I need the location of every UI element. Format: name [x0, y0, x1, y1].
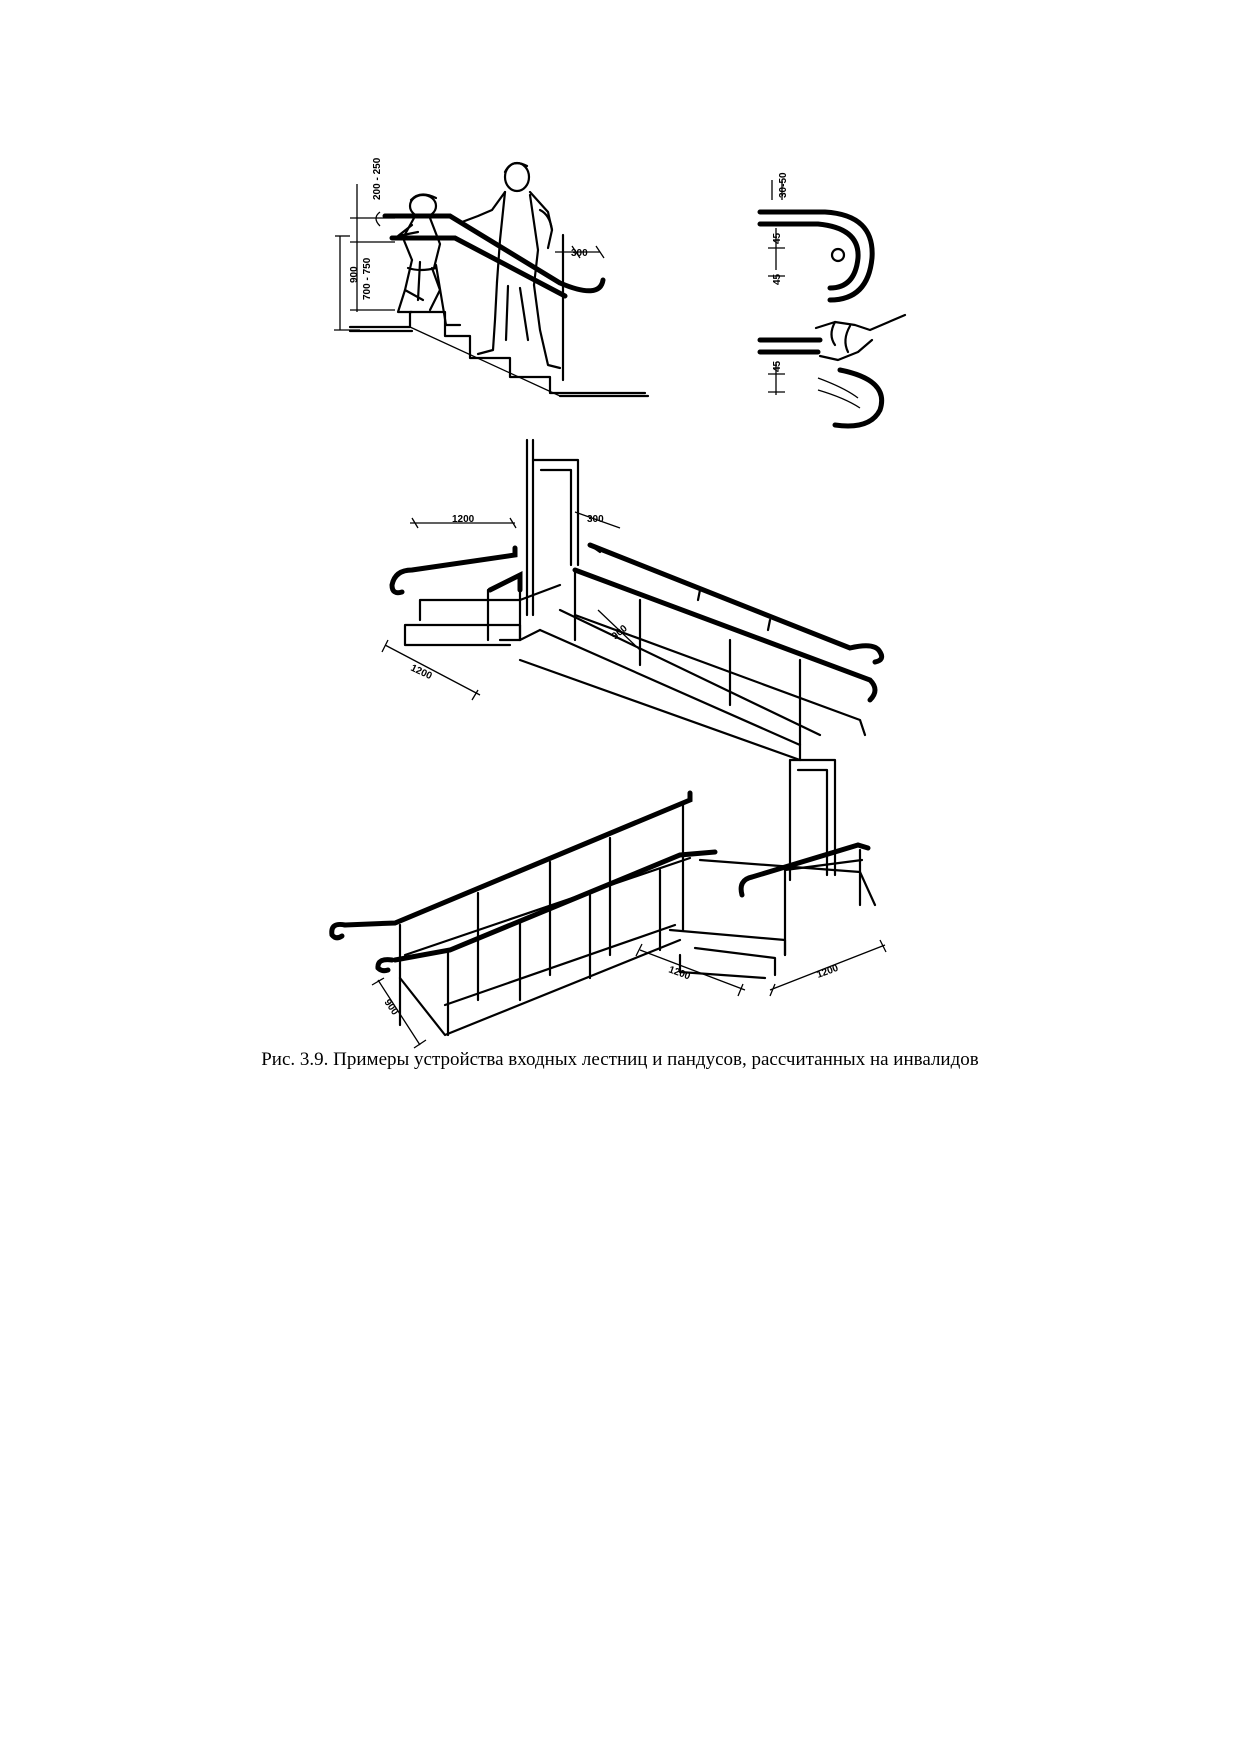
handrail-profile-drawing	[760, 172, 905, 426]
stair-height-dim: 900	[349, 266, 360, 283]
ramp2-width-dim: 900	[381, 997, 401, 1018]
ramp2-landing-dim: 1200	[666, 964, 692, 983]
stair-extension-dim: 300	[571, 248, 588, 259]
ramp1-step-dim: 1200	[408, 662, 434, 683]
ramp2-step-dim: 1200	[815, 962, 840, 981]
rail-gap-3-dim: 45	[772, 360, 783, 372]
ramp1-landing-dim: 1200	[452, 514, 475, 525]
rail-gap-1-dim: 45	[772, 232, 783, 244]
stair-child-dim: 700 - 750	[362, 257, 373, 300]
rail-gap-2-dim: 45	[772, 273, 783, 285]
stair-section-drawing	[334, 157, 648, 396]
stair-top-dim: 200 - 250	[372, 157, 383, 200]
ramp1-extension-dim: 300	[587, 514, 604, 525]
ramp1-width-dim: 900	[609, 623, 630, 643]
ramp-drawing-2	[332, 760, 886, 1048]
ramp-drawing-1	[382, 440, 882, 760]
rail-profile-dim: 30-50	[778, 172, 789, 198]
figure-caption: Рис. 3.9. Примеры устройства входных лестниц и пандусов, рассчитанных на инвалидов	[261, 1049, 979, 1070]
